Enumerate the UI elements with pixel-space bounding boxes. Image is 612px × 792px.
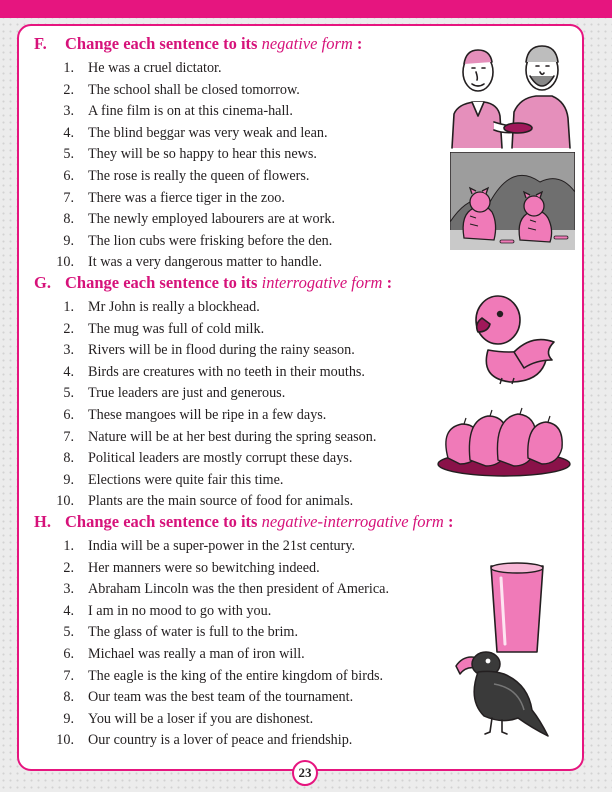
- item-text: Plants are the main source of food for animals.: [88, 493, 354, 510]
- item-text: The rose is really the queen of flowers.: [88, 167, 310, 184]
- exercise-list: [34, 297, 376, 513]
- item-number: 2.: [63, 81, 74, 98]
- tiger-cubs-illustration: [450, 152, 575, 250]
- item-text: There was a fierce tiger in the zoo.: [88, 189, 285, 206]
- item-number: 6.: [63, 645, 74, 662]
- list-item: [34, 622, 389, 644]
- item-number: 9.: [63, 710, 74, 727]
- list-item: [34, 252, 335, 274]
- item-number: 8.: [63, 450, 74, 467]
- heading-italic: negative-interrogative form: [261, 512, 444, 531]
- heading-italic: interrogative form: [261, 273, 383, 292]
- item-number: 5.: [63, 624, 74, 641]
- item-text: Our country is a lover of peace and friendship.: [88, 732, 353, 749]
- list-item: [34, 166, 335, 188]
- item-text: The newly employed labourers are at work.: [88, 211, 336, 228]
- section-letter: F.: [34, 34, 47, 53]
- list-item: [34, 558, 389, 580]
- heading-italic: negative form: [261, 34, 353, 53]
- list-item: [34, 448, 376, 470]
- list-item: [34, 536, 389, 558]
- list-item: [34, 123, 335, 145]
- list-item: [34, 405, 376, 427]
- item-text: The eagle is the king of the entire kingdom of birds.: [88, 667, 384, 684]
- list-item: [34, 427, 376, 449]
- list-item: [34, 644, 389, 666]
- list-item: [34, 470, 376, 492]
- item-text: Political leaders are mostly corrupt these days.: [88, 450, 353, 467]
- item-text: Nature will be at her best during the spring season.: [88, 428, 377, 445]
- heading-text: Change each sentence to its: [65, 512, 262, 531]
- item-text: The glass of water is full to the brim.: [88, 624, 299, 641]
- list-item: [34, 209, 335, 231]
- item-number: 1.: [63, 299, 74, 315]
- item-text: They will be so happy to hear this news.: [88, 146, 317, 163]
- item-number: 2.: [63, 320, 74, 337]
- heading-suffix: :: [352, 34, 363, 53]
- exercise-list: [34, 536, 389, 752]
- heading-suffix: :: [443, 512, 454, 531]
- item-text: Birds are creatures with no teeth in their mouths.: [88, 363, 365, 380]
- list-item: [34, 80, 335, 102]
- item-number: 5.: [63, 385, 74, 402]
- item-number: 6.: [63, 167, 74, 184]
- list-item: [34, 58, 335, 80]
- item-text: I am in no mood to go with you.: [88, 602, 272, 619]
- item-number: 10.: [56, 493, 74, 510]
- list-item: [34, 231, 335, 253]
- heading-suffix: :: [382, 273, 393, 292]
- list-item: [34, 188, 335, 210]
- item-text: Her manners were so bewitching indeed.: [88, 559, 320, 576]
- section-heading: [34, 512, 453, 532]
- item-text: He was a cruel dictator.: [88, 60, 222, 76]
- section-heading: [34, 34, 362, 54]
- item-text: India will be a super-power in the 21st century.: [88, 538, 356, 554]
- mangoes-illustration: [436, 398, 576, 478]
- item-number: 3.: [63, 103, 74, 120]
- item-number: 9.: [63, 471, 74, 488]
- item-text: A fine film is on at this cinema-hall.: [88, 103, 293, 120]
- item-text: Michael was really a man of iron will.: [88, 645, 305, 662]
- item-text: These mangoes will be ripe in a few days.: [88, 406, 327, 423]
- item-number: 2.: [63, 559, 74, 576]
- item-number: 1.: [63, 538, 74, 554]
- item-text: Elections were quite fair this time.: [88, 471, 284, 488]
- list-item: [34, 687, 389, 709]
- list-item: [34, 340, 376, 362]
- item-text: Mr John is really a blockhead.: [88, 299, 260, 315]
- list-item: [34, 579, 389, 601]
- item-text: The school shall be closed tomorrow.: [88, 81, 300, 98]
- list-item: [34, 362, 376, 384]
- page-number: 23: [292, 760, 318, 786]
- item-text: It was a very dangerous matter to handle.: [88, 254, 323, 271]
- list-item: [34, 666, 389, 688]
- list-item: [34, 297, 376, 319]
- item-number: 7.: [63, 667, 74, 684]
- item-number: 3.: [63, 581, 74, 598]
- item-number: 7.: [63, 189, 74, 206]
- item-number: 10.: [56, 254, 74, 271]
- item-number: 3.: [63, 342, 74, 359]
- item-number: 1.: [63, 60, 74, 76]
- beggar-illustration: [444, 42, 574, 150]
- item-number: 4.: [63, 124, 74, 141]
- exercise-list: [34, 58, 335, 274]
- item-text: The mug was full of cold milk.: [88, 320, 265, 337]
- item-number: 6.: [63, 406, 74, 423]
- item-text: The blind beggar was very weak and lean.: [88, 124, 328, 141]
- section-heading: [34, 273, 392, 293]
- list-item: [34, 101, 335, 123]
- item-number: 9.: [63, 232, 74, 249]
- list-item: [34, 383, 376, 405]
- heading-text: Change each sentence to its: [65, 34, 262, 53]
- item-text: You will be a loser if you are dishonest.: [88, 710, 314, 727]
- section-letter: G.: [34, 273, 51, 292]
- item-number: 10.: [56, 732, 74, 749]
- eagle-illustration: [448, 640, 553, 738]
- list-item: [34, 709, 389, 731]
- list-item: [34, 144, 335, 166]
- item-text: True leaders are just and generous.: [88, 385, 286, 402]
- item-text: The lion cubs were frisking before the den.: [88, 232, 333, 249]
- bird-illustration: [470, 290, 560, 386]
- heading-text: Change each sentence to its: [65, 273, 262, 292]
- item-text: Abraham Lincoln was the then president of America.: [88, 581, 389, 598]
- item-number: 7.: [63, 428, 74, 445]
- item-number: 8.: [63, 211, 74, 228]
- section-letter: H.: [34, 512, 51, 531]
- top-accent-bar: [0, 0, 612, 18]
- item-text: Our team was the best team of the tournament.: [88, 689, 354, 706]
- list-item: [34, 730, 389, 752]
- list-item: [34, 491, 376, 513]
- item-number: 4.: [63, 363, 74, 380]
- item-number: 5.: [63, 146, 74, 163]
- item-number: 8.: [63, 689, 74, 706]
- list-item: [34, 601, 389, 623]
- item-number: 4.: [63, 602, 74, 619]
- item-text: Rivers will be in flood during the rainy season.: [88, 342, 355, 359]
- list-item: [34, 319, 376, 341]
